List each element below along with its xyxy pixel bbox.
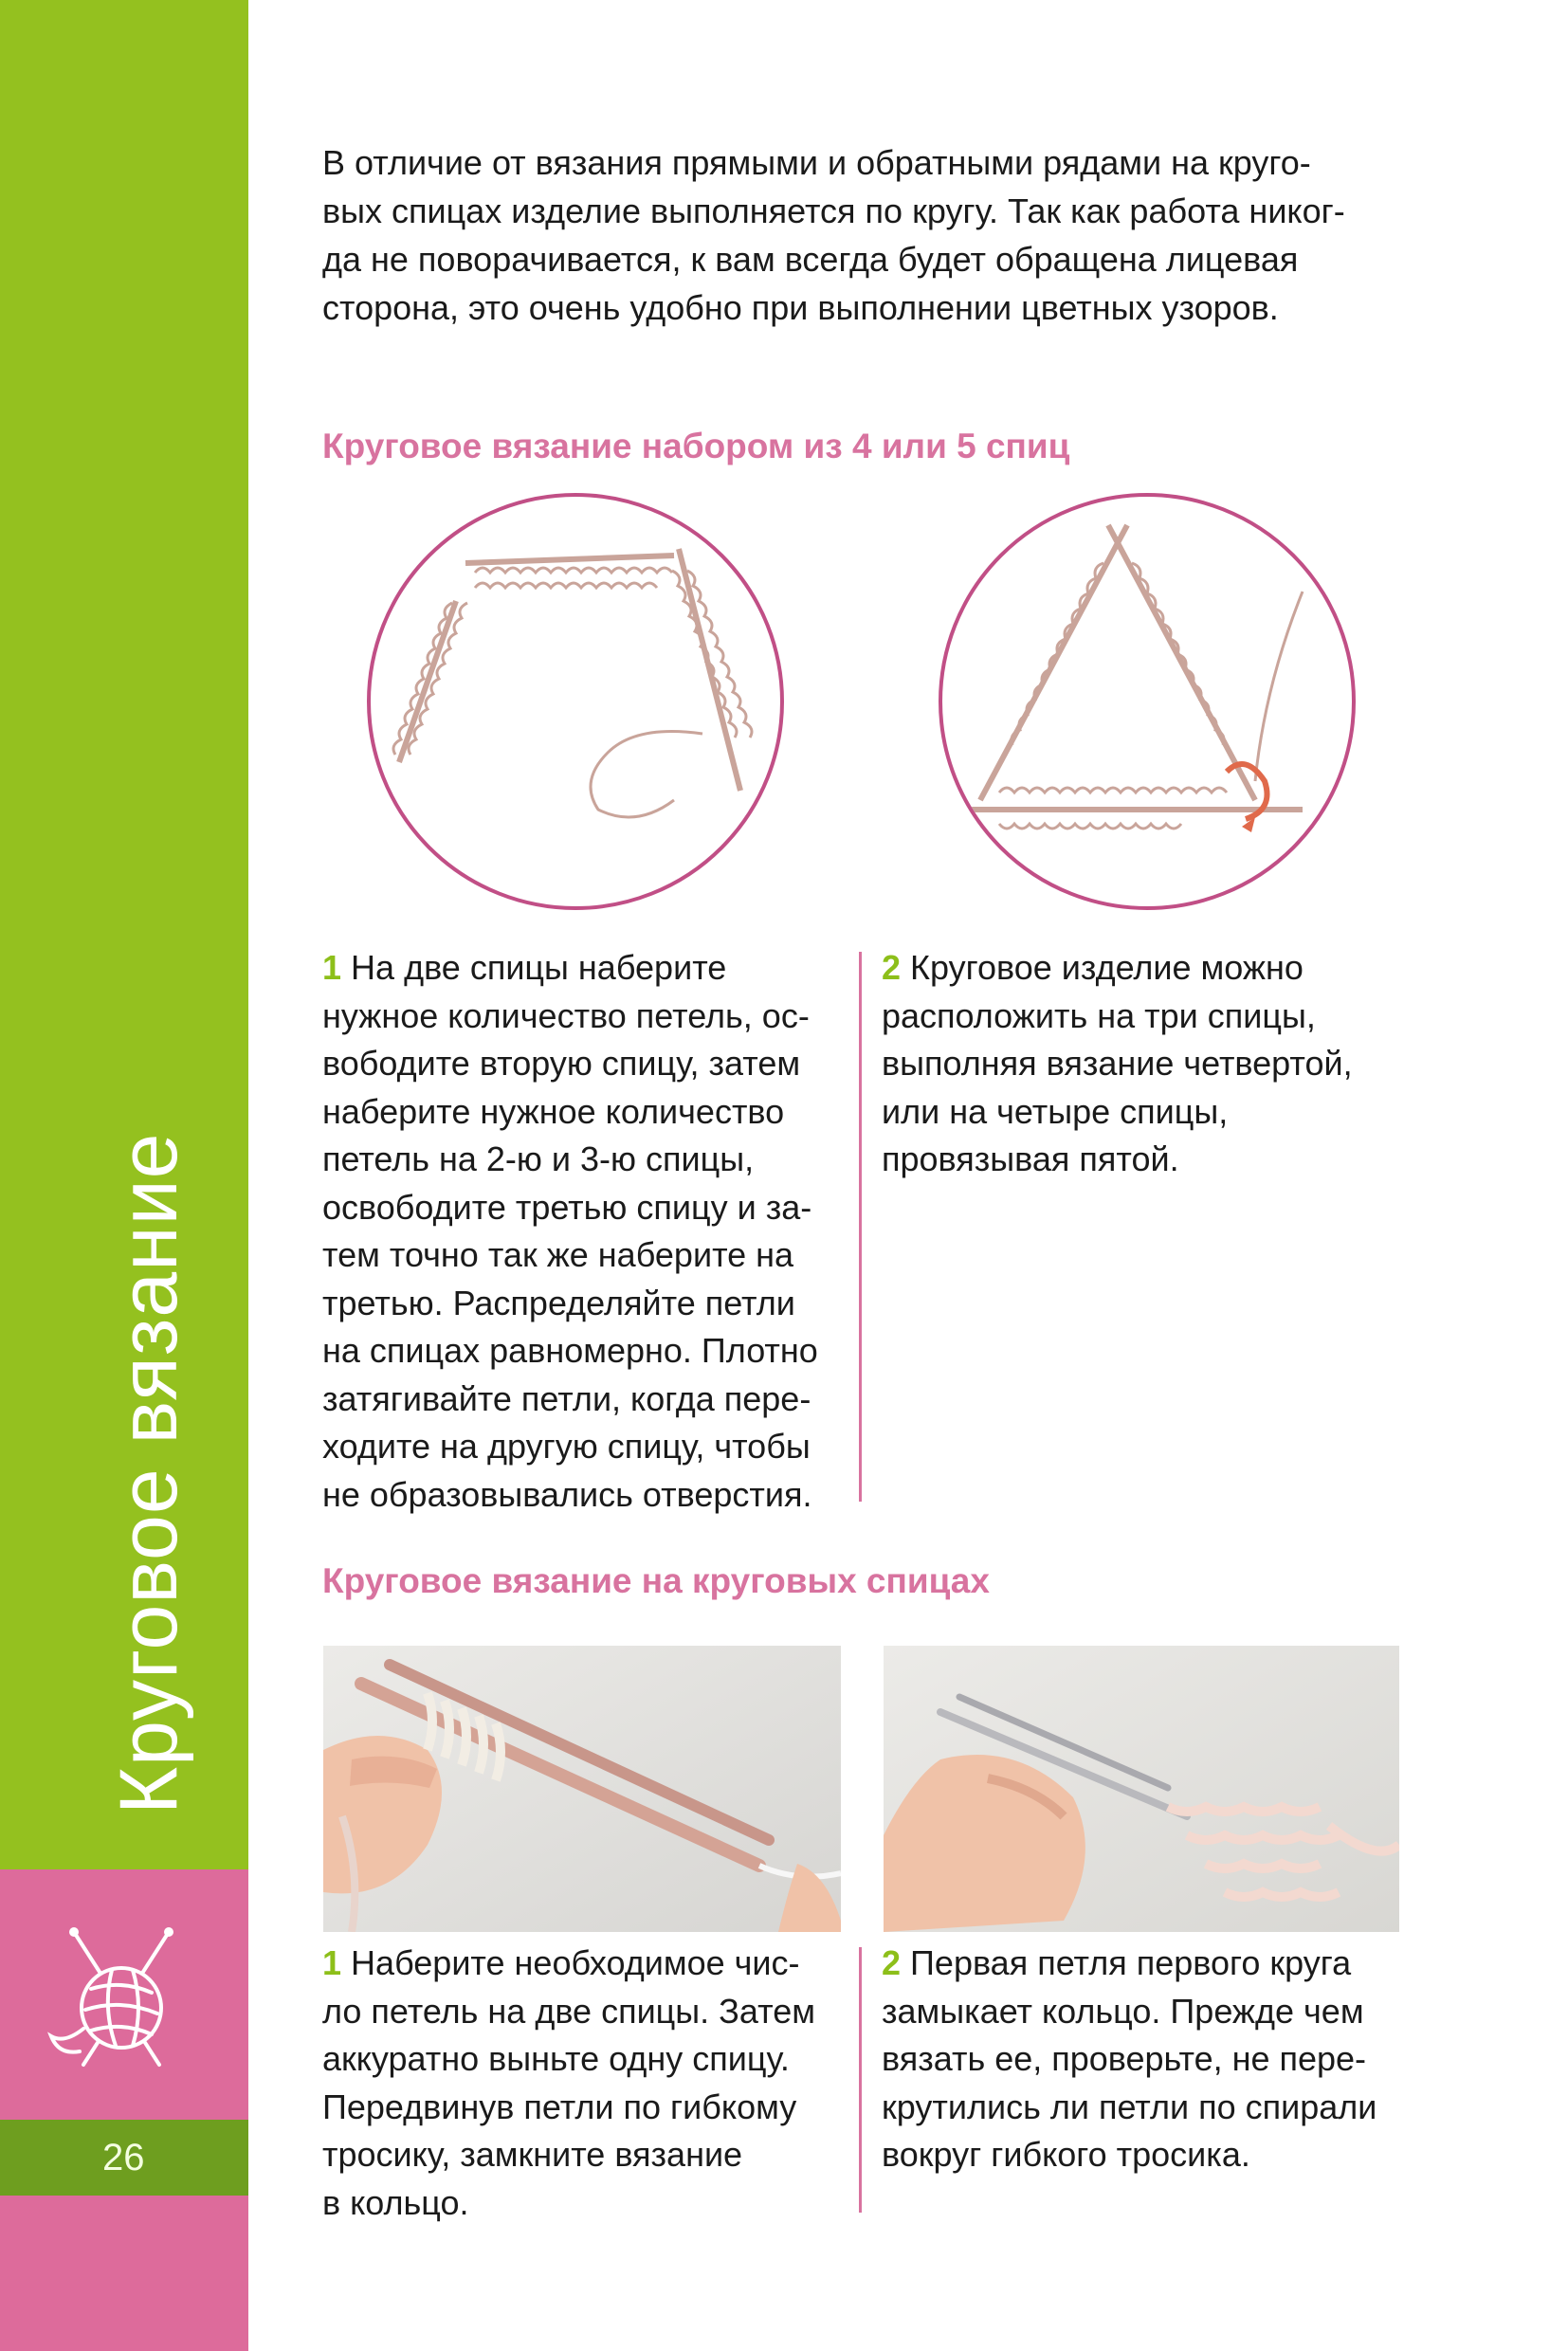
yarn-ball-icon <box>46 1923 197 2074</box>
column-divider <box>859 1947 862 2213</box>
section2-step1 <box>322 1940 834 2227</box>
step-line: или на четыре спицы, <box>882 1091 1229 1131</box>
step-line: На две спицы наберите <box>351 948 727 987</box>
section2-step2 <box>882 1940 1413 2179</box>
step-line: ло петель на две спицы. Затем <box>322 1991 816 2031</box>
step-line: провязывая пятой. <box>882 1139 1179 1178</box>
column-divider <box>859 952 862 1502</box>
step-number: 1 <box>322 1943 342 1982</box>
step-line: наберите нужное количество <box>322 1091 785 1131</box>
section1-heading: Круговое вязание набором из 4 или 5 спиц <box>322 427 1070 465</box>
section1-step1 <box>322 944 834 1519</box>
step-line: замыкает кольцо. Прежде чем <box>882 1991 1364 2031</box>
step-number: 2 <box>882 948 902 987</box>
page-number: 26 <box>102 2137 145 2178</box>
step-line: затягивайте петли, когда пере- <box>322 1378 811 1418</box>
step-line: тросику, замкните вязание <box>322 2135 743 2174</box>
step-line: Круговое изделие можно <box>910 948 1304 987</box>
step-line: расположить на три спицы, <box>882 995 1316 1035</box>
side-section-title: Круговое вязание <box>103 1132 194 1814</box>
step-number: 1 <box>322 948 342 987</box>
section1-step2 <box>882 944 1413 1184</box>
step-line: в кольцо. <box>322 2182 469 2222</box>
illustration-two-needles <box>367 493 784 910</box>
step-line: тем точно так же наберите на <box>322 1235 794 1274</box>
step-line: вязать ее, проверьте, не пере- <box>882 2039 1367 2078</box>
step-line: не образовывались отверстия. <box>322 1474 812 1514</box>
step-line: на спицах равномерно. Плотно <box>322 1331 818 1370</box>
step-line: Наберите необходимое чис- <box>351 1943 800 1982</box>
intro-line: сторона, это очень удобно при выполнении цветных узоров. <box>322 288 1279 327</box>
step-line: нужное количество петель, ос- <box>322 995 810 1035</box>
step-line: третью. Распределяйте петли <box>322 1283 795 1322</box>
step-line: выполняя вязание четвертой, <box>882 1044 1353 1083</box>
photo-circular-needles-cast-on <box>323 1646 841 1932</box>
photo-joining-in-round <box>884 1646 1399 1932</box>
intro-line: В отличие от вязания прямыми и обратными рядами на круго- <box>322 143 1311 182</box>
intro-paragraph <box>322 138 1413 332</box>
step-line: вободите вторую спицу, затем <box>322 1044 801 1083</box>
intro-line: вых спицах изделие выполняется по кругу. Так как работа никог- <box>322 191 1345 230</box>
step-line: освободите третью спицу и за- <box>322 1187 812 1227</box>
step-line: петель на 2-ю и 3-ю спицы, <box>322 1139 755 1178</box>
intro-line: да не поворачивается, к вам всегда будет обращена лицевая <box>322 240 1299 279</box>
step-line: ходите на другую спицу, чтобы <box>322 1427 811 1466</box>
step-line: крутились ли петли по спирали <box>882 2087 1377 2126</box>
section2-heading: Круговое вязание на круговых спицах <box>322 1561 990 1600</box>
step-number: 2 <box>882 1943 902 1982</box>
step-line: Передвинув петли по гибкому <box>322 2087 797 2126</box>
step-line: аккуратно выньте одну спицу. <box>322 2039 790 2078</box>
illustration-three-needles-triangle <box>939 493 1356 910</box>
step-line: вокруг гибкого тросика. <box>882 2135 1250 2174</box>
step-line: Первая петля первого круга <box>910 1943 1352 1982</box>
